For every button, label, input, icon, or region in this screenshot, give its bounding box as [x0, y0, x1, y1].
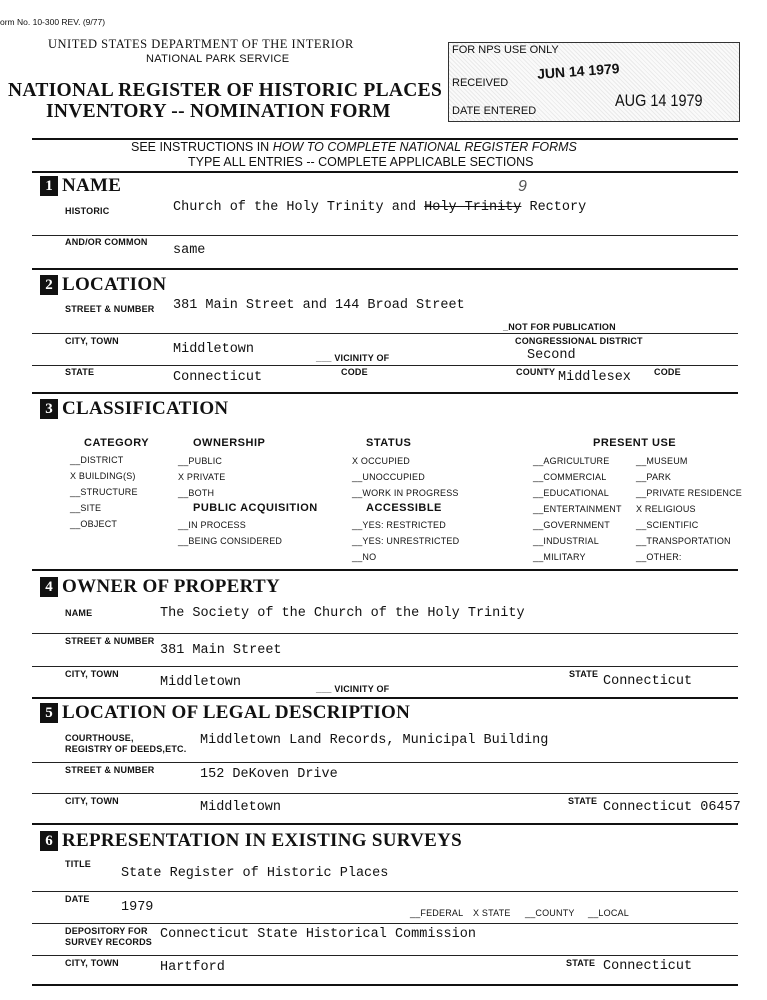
courthouse-label: COURTHOUSE, — [65, 733, 134, 743]
form-title-line2: INVENTORY -- NOMINATION FORM — [46, 101, 391, 122]
present-use-option: __COMMERCIAL — [533, 472, 607, 482]
survey-level-county: __COUNTY — [525, 908, 575, 918]
divider — [32, 823, 738, 825]
date-entered-label: DATE ENTERED — [452, 105, 537, 117]
state-label: STATE — [65, 367, 95, 377]
code-label: CODE — [341, 367, 368, 377]
divider — [32, 793, 738, 794]
category-option: __SITE — [70, 503, 102, 513]
owner-state-label: STATE — [569, 669, 599, 679]
survey-date-label: DATE — [65, 894, 90, 904]
category-option: __DISTRICT — [70, 455, 124, 465]
present-use-option: __OTHER: — [636, 552, 682, 562]
county-value: Middlesex — [558, 370, 631, 385]
accessible-heading: ACCESSIBLE — [366, 502, 442, 514]
category-option: __OBJECT — [70, 519, 118, 529]
instructions-line1: SEE INSTRUCTIONS IN HOW TO COMPLETE NATIONAL REGISTER FORMS — [131, 140, 577, 154]
congressional-district: Second — [527, 348, 576, 363]
category-heading: CATEGORY — [84, 437, 150, 449]
owner-state: Connecticut — [603, 674, 693, 689]
accessible-option: __YES: UNRESTRICTED — [352, 536, 460, 546]
historic-name: Church of the Holy Trinity and Holy Trinity Rectory — [173, 200, 587, 215]
divider — [32, 666, 738, 667]
divider — [32, 955, 738, 956]
not-for-publication: _NOT FOR PUBLICATION — [503, 322, 616, 332]
owner-vicinity-label: ___ VICINITY OF — [316, 684, 390, 694]
present-use-option: __EDUCATIONAL — [533, 488, 609, 498]
survey-level-federal: __FEDERAL — [410, 908, 464, 918]
survey-title-label: TITLE — [65, 859, 91, 869]
ownership-heading: OWNERSHIP — [193, 437, 266, 449]
form-number: orm No. 10-300 REV. (9/77) — [0, 17, 106, 27]
section-6-heading: 6 REPRESENTATION IN EXISTING SURVEYS — [40, 830, 462, 852]
present-use-option: __AGRICULTURE — [533, 456, 610, 466]
divider — [32, 365, 738, 366]
present-use-option: __GOVERNMENT — [533, 520, 610, 530]
divider — [32, 923, 738, 924]
city-value: Middletown — [173, 342, 255, 357]
section-1-heading: 1 NAME — [40, 175, 121, 197]
state-value: Connecticut — [173, 370, 263, 385]
depository-label: DEPOSITORY FOR — [65, 926, 148, 936]
legal-state-label: STATE — [568, 796, 598, 806]
survey-state-label: STATE — [566, 958, 596, 968]
divider — [32, 235, 738, 236]
historic-label: HISTORIC — [65, 206, 110, 216]
divider — [32, 697, 738, 699]
acquisition-option: __BEING CONSIDERED — [178, 536, 283, 546]
instructions-line2: TYPE ALL ENTRIES -- COMPLETE APPLICABLE SECTIONS — [188, 155, 534, 169]
owner-name-label: NAME — [65, 608, 93, 618]
status-option: __UNOCCUPIED — [352, 472, 425, 482]
depository-value: Connecticut State Historical Commission — [160, 927, 476, 942]
ownership-option: X PRIVATE — [178, 472, 226, 482]
owner-name: The Society of the Church of the Holy Trinity — [160, 606, 525, 621]
accessible-option: __YES: RESTRICTED — [352, 520, 446, 530]
survey-level-local: __LOCAL — [588, 908, 629, 918]
ownership-option: __BOTH — [178, 488, 215, 498]
divider — [32, 984, 738, 986]
common-name: same — [173, 243, 206, 258]
legal-state: Connecticut 06457 — [603, 800, 741, 815]
section-3-heading: 3 CLASSIFICATION — [40, 398, 228, 420]
owner-city: Middletown — [160, 675, 242, 690]
owner-city-label: CITY, TOWN — [65, 669, 119, 679]
section-4-heading: 4 OWNER OF PROPERTY — [40, 576, 280, 598]
survey-city: Hartford — [160, 960, 225, 975]
section-2-heading: 2 LOCATION — [40, 274, 166, 296]
present-use-option: __TRANSPORTATION — [636, 536, 731, 546]
county-code-label: CODE — [654, 367, 681, 377]
handwritten-mark: 9 — [518, 178, 527, 195]
divider — [32, 171, 738, 173]
legal-city: Middletown — [200, 800, 282, 815]
county-label: COUNTY — [516, 367, 556, 377]
present-use-option: __PARK — [636, 472, 672, 482]
vicinity-label: ___ VICINITY OF — [316, 353, 390, 363]
section-5-heading: 5 LOCATION OF LEGAL DESCRIPTION — [40, 702, 410, 724]
accessible-option: __NO — [352, 552, 377, 562]
registry-label: REGISTRY OF DEEDS,ETC. — [65, 744, 187, 754]
present-use-option: __SCIENTIFIC — [636, 520, 699, 530]
category-option: X BUILDING(S) — [70, 471, 136, 481]
owner-street: 381 Main Street — [160, 643, 282, 658]
form-title-line1: NATIONAL REGISTER OF HISTORIC PLACES — [8, 80, 443, 101]
legal-city-label: CITY, TOWN — [65, 796, 119, 806]
survey-records-label: SURVEY RECORDS — [65, 937, 152, 947]
ownership-option: __PUBLIC — [178, 456, 223, 466]
present-use-option: __MILITARY — [533, 552, 586, 562]
present-use-option: __INDUSTRIAL — [533, 536, 599, 546]
date-entered-stamp: AUG 14 1979 — [615, 91, 703, 110]
divider — [32, 891, 738, 892]
courthouse-value: Middletown Land Records, Municipal Building — [200, 733, 549, 748]
legal-street: 152 DeKoven Drive — [200, 767, 338, 782]
survey-level-state: X STATE — [473, 908, 511, 918]
common-name-label: AND/OR COMMON — [65, 237, 148, 247]
survey-city-label: CITY, TOWN — [65, 958, 119, 968]
street-address: 381 Main Street and 144 Broad Street — [173, 298, 465, 313]
received-stamp: JUN 14 1979 — [536, 60, 620, 82]
divider — [32, 392, 738, 394]
divider — [32, 762, 738, 763]
divider — [32, 333, 738, 334]
acquisition-heading: PUBLIC ACQUISITION — [193, 502, 318, 514]
nps-use-box — [448, 42, 740, 122]
acquisition-option: __IN PROCESS — [178, 520, 246, 530]
survey-state: Connecticut — [603, 959, 693, 974]
status-option: __WORK IN PROGRESS — [352, 488, 459, 498]
present-use-option: X RELIGIOUS — [636, 504, 696, 514]
legal-street-label: STREET & NUMBER — [65, 765, 155, 775]
owner-street-label: STREET & NUMBER — [65, 636, 155, 646]
survey-date: 1979 — [121, 900, 154, 915]
street-label: STREET & NUMBER — [65, 304, 155, 314]
divider — [32, 569, 738, 571]
received-label: RECEIVED — [452, 77, 509, 89]
nps-use-label: FOR NPS USE ONLY — [452, 44, 559, 56]
city-label: CITY, TOWN — [65, 336, 119, 346]
divider — [32, 633, 738, 634]
congressional-district-label: CONGRESSIONAL DISTRICT — [515, 336, 643, 346]
status-heading: STATUS — [366, 437, 412, 449]
divider — [32, 268, 738, 270]
present-use-heading: PRESENT USE — [593, 437, 677, 449]
department-name: UNITED STATES DEPARTMENT OF THE INTERIOR — [48, 37, 354, 51]
survey-title: State Register of Historic Places — [121, 866, 389, 881]
present-use-option: __ENTERTAINMENT — [533, 504, 622, 514]
category-option: __STRUCTURE — [70, 487, 138, 497]
status-option: X OCCUPIED — [352, 456, 411, 466]
present-use-option: __MUSEUM — [636, 456, 688, 466]
present-use-option: __PRIVATE RESIDENCE — [636, 488, 742, 498]
service-name: NATIONAL PARK SERVICE — [146, 53, 290, 65]
